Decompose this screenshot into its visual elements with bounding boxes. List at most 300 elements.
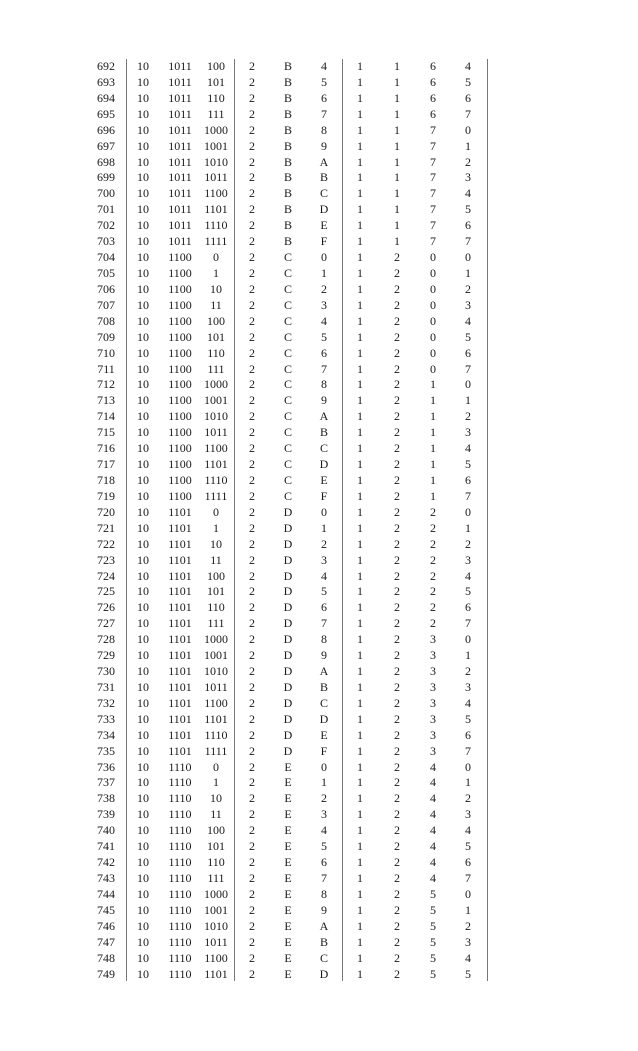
table-cell-oct-low: 2: [465, 281, 471, 296]
table-cell-col-i: 2: [394, 361, 400, 376]
table-cell-hex-high: D: [283, 520, 293, 535]
table-cell-col-i: 1: [394, 154, 400, 169]
table-cell-bin-low: 11: [210, 552, 222, 567]
table-row: [88, 330, 488, 346]
table-cell-hex-low: A: [319, 664, 329, 679]
table-cell-bin-low: 100: [207, 59, 225, 73]
table-cell-col-e: 2: [249, 743, 255, 758]
table-cell-dec-a: 747: [97, 934, 115, 949]
table-cell-col-e: 2: [249, 886, 255, 901]
column-divider: [487, 59, 488, 981]
table-row: [88, 170, 488, 186]
table-cell-col-b: 10: [137, 504, 149, 519]
table-cell-col-e: 2: [249, 425, 255, 440]
table-cell-oct-mid: 7: [430, 170, 436, 185]
table-cell-bin-low: 101: [207, 74, 225, 89]
table-cell-dec-a: 709: [97, 329, 115, 344]
table-cell-dec-a: 726: [97, 600, 115, 615]
table-cell-bin-high: 1100: [168, 329, 192, 344]
table-cell-oct-low: 6: [465, 472, 471, 487]
table-cell-col-b: 10: [137, 791, 149, 806]
table-cell-col-b: 10: [137, 743, 149, 758]
table-cell-dec-a: 698: [97, 154, 115, 169]
table-cell-col-e: 2: [249, 345, 255, 360]
table-cell-oct-mid: 7: [430, 186, 436, 201]
table-cell-col-e: 2: [249, 59, 255, 73]
table-cell-bin-low: 1: [213, 775, 219, 790]
table-cell-hex-low: 4: [321, 59, 327, 73]
table-cell-bin-low: 1111: [204, 488, 228, 503]
table-cell-col-e: 2: [249, 871, 255, 886]
table-cell-bin-high: 1101: [168, 743, 192, 758]
table-cell-bin-high: 1011: [168, 218, 192, 233]
table-cell-hex-high: C: [283, 281, 293, 296]
table-cell-bin-high: 1110: [168, 759, 192, 774]
table-cell-col-h: 1: [357, 966, 363, 981]
table-cell-hex-high: B: [283, 218, 293, 233]
table-cell-col-h: 1: [357, 409, 363, 424]
table-cell-col-h: 1: [357, 743, 363, 758]
table-cell-col-h: 1: [357, 170, 363, 185]
table-cell-col-h: 1: [357, 313, 363, 328]
table-cell-oct-low: 4: [465, 950, 471, 965]
table-cell-col-e: 2: [249, 74, 255, 89]
table-cell-hex-low: 3: [321, 807, 327, 822]
table-cell-col-i: 2: [394, 934, 400, 949]
table-cell-col-h: 1: [357, 648, 363, 663]
table-cell-col-e: 2: [249, 584, 255, 599]
table-cell-col-b: 10: [137, 839, 149, 854]
table-cell-oct-mid: 1: [430, 425, 436, 440]
table-cell-col-i: 2: [394, 871, 400, 886]
table-cell-col-h: 1: [357, 950, 363, 965]
table-cell-oct-mid: 3: [430, 711, 436, 726]
table-cell-oct-mid: 4: [430, 807, 436, 822]
table-cell-hex-high: C: [283, 297, 293, 312]
table-cell-col-h: 1: [357, 377, 363, 392]
table-cell-oct-mid: 3: [430, 679, 436, 694]
table-row: [88, 553, 488, 569]
table-cell-col-b: 10: [137, 695, 149, 710]
table-cell-oct-low: 5: [465, 202, 471, 217]
table-cell-hex-high: C: [283, 488, 293, 503]
table-cell-col-i: 2: [394, 329, 400, 344]
table-cell-col-e: 2: [249, 250, 255, 265]
table-row: [88, 393, 488, 409]
table-cell-oct-mid: 4: [430, 855, 436, 870]
table-row: [88, 75, 488, 91]
table-cell-col-i: 1: [394, 74, 400, 89]
table-row: [88, 616, 488, 632]
table-cell-col-i: 2: [394, 345, 400, 360]
table-cell-hex-low: 2: [321, 536, 327, 551]
table-cell-col-i: 1: [394, 218, 400, 233]
table-cell-hex-low: 8: [321, 886, 327, 901]
table-cell-hex-low: 1: [321, 775, 327, 790]
table-cell-bin-low: 100: [207, 823, 225, 838]
table-cell-col-e: 2: [249, 106, 255, 121]
table-cell-hex-high: B: [283, 234, 293, 249]
table-cell-hex-low: 0: [321, 759, 327, 774]
table-cell-oct-low: 4: [465, 568, 471, 583]
table-cell-col-i: 2: [394, 281, 400, 296]
table-cell-hex-high: E: [284, 791, 292, 806]
table-cell-col-i: 2: [394, 457, 400, 472]
table-cell-bin-low: 1000: [204, 886, 228, 901]
table-cell-oct-mid: 3: [430, 743, 436, 758]
table-cell-col-b: 10: [137, 186, 149, 201]
table-cell-dec-a: 703: [97, 234, 115, 249]
table-cell-bin-low: 1010: [204, 154, 228, 169]
table-cell-col-h: 1: [357, 218, 363, 233]
table-cell-oct-mid: 5: [430, 950, 436, 965]
table-cell-col-e: 2: [249, 488, 255, 503]
table-cell-bin-low: 110: [207, 345, 225, 360]
table-cell-dec-a: 730: [97, 664, 115, 679]
table-cell-col-i: 2: [394, 966, 400, 981]
table-cell-hex-high: E: [284, 950, 292, 965]
table-cell-oct-mid: 0: [430, 281, 436, 296]
table-cell-col-i: 1: [394, 202, 400, 217]
table-row: [88, 775, 488, 791]
table-cell-hex-high: C: [283, 345, 293, 360]
table-cell-hex-high: D: [283, 679, 293, 694]
table-cell-bin-low: 111: [207, 616, 225, 631]
table-cell-oct-mid: 7: [430, 218, 436, 233]
table-row: [88, 314, 488, 330]
table-cell-oct-low: 0: [465, 886, 471, 901]
table-cell-col-i: 2: [394, 472, 400, 487]
table-cell-bin-high: 1100: [168, 409, 192, 424]
table-cell-oct-low: 6: [465, 90, 471, 105]
table-cell-bin-low: 1001: [204, 902, 228, 917]
table-cell-oct-mid: 4: [430, 871, 436, 886]
table-row: [88, 871, 488, 887]
table-cell-hex-low: 1: [321, 520, 327, 535]
table-cell-bin-low: 1010: [204, 664, 228, 679]
table-cell-oct-mid: 2: [430, 536, 436, 551]
table-cell-col-b: 10: [137, 648, 149, 663]
number-conversion-table: [88, 59, 488, 982]
table-cell-dec-a: 701: [97, 202, 115, 217]
table-cell-bin-high: 1100: [168, 297, 192, 312]
table-cell-bin-high: 1100: [168, 265, 192, 280]
table-cell-col-i: 2: [394, 886, 400, 901]
table-cell-bin-low: 1000: [204, 632, 228, 647]
table-cell-col-b: 10: [137, 122, 149, 137]
table-cell-col-h: 1: [357, 632, 363, 647]
table-cell-col-e: 2: [249, 664, 255, 679]
table-cell-dec-a: 694: [97, 90, 115, 105]
table-row: [88, 648, 488, 664]
table-cell-col-i: 2: [394, 648, 400, 663]
table-cell-oct-low: 1: [465, 520, 471, 535]
table-cell-bin-low: 1101: [204, 966, 228, 981]
table-cell-col-e: 2: [249, 393, 255, 408]
table-cell-oct-mid: 1: [430, 409, 436, 424]
table-cell-col-h: 1: [357, 584, 363, 599]
table-cell-col-e: 2: [249, 552, 255, 567]
table-cell-oct-low: 3: [465, 170, 471, 185]
table-cell-col-i: 2: [394, 520, 400, 535]
table-cell-col-i: 2: [394, 393, 400, 408]
table-cell-dec-a: 715: [97, 425, 115, 440]
table-cell-col-h: 1: [357, 361, 363, 376]
table-row: [88, 855, 488, 871]
table-cell-col-i: 2: [394, 552, 400, 567]
table-cell-oct-low: 4: [465, 313, 471, 328]
table-cell-col-b: 10: [137, 679, 149, 694]
table-cell-col-i: 1: [394, 138, 400, 153]
table-cell-bin-low: 1101: [204, 202, 228, 217]
table-cell-col-e: 2: [249, 520, 255, 535]
table-cell-col-i: 2: [394, 584, 400, 599]
table-cell-col-h: 1: [357, 520, 363, 535]
table-cell-col-e: 2: [249, 934, 255, 949]
table-cell-oct-low: 1: [465, 265, 471, 280]
table-row: [88, 537, 488, 553]
table-cell-hex-low: C: [319, 950, 329, 965]
table-cell-col-h: 1: [357, 472, 363, 487]
table-cell-col-e: 2: [249, 138, 255, 153]
table-cell-col-e: 2: [249, 839, 255, 854]
table-cell-hex-high: E: [284, 934, 292, 949]
table-cell-col-b: 10: [137, 170, 149, 185]
table-cell-col-b: 10: [137, 425, 149, 440]
table-cell-col-h: 1: [357, 727, 363, 742]
table-cell-col-e: 2: [249, 918, 255, 933]
table-cell-hex-high: E: [284, 823, 292, 838]
table-cell-col-e: 2: [249, 902, 255, 917]
table-cell-bin-low: 101: [207, 839, 225, 854]
table-cell-hex-low: D: [319, 202, 329, 217]
table-cell-bin-high: 1011: [168, 74, 192, 89]
table-cell-dec-a: 708: [97, 313, 115, 328]
table-cell-dec-a: 710: [97, 345, 115, 360]
table-cell-col-e: 2: [249, 218, 255, 233]
table-row: [88, 919, 488, 935]
table-cell-bin-high: 1110: [168, 902, 192, 917]
table-cell-bin-low: 1001: [204, 393, 228, 408]
table-cell-bin-high: 1011: [168, 122, 192, 137]
table-cell-hex-high: C: [283, 409, 293, 424]
table-cell-bin-high: 1110: [168, 855, 192, 870]
table-cell-col-e: 2: [249, 170, 255, 185]
table-cell-col-b: 10: [137, 950, 149, 965]
table-cell-col-e: 2: [249, 377, 255, 392]
table-cell-col-e: 2: [249, 329, 255, 344]
table-cell-col-h: 1: [357, 871, 363, 886]
table-cell-col-e: 2: [249, 202, 255, 217]
table-cell-bin-low: 1011: [204, 934, 228, 949]
table-cell-col-b: 10: [137, 138, 149, 153]
table-cell-hex-low: 0: [321, 250, 327, 265]
table-cell-hex-high: C: [283, 425, 293, 440]
table-row: [88, 712, 488, 728]
table-cell-col-i: 2: [394, 616, 400, 631]
table-cell-oct-low: 5: [465, 711, 471, 726]
table-cell-bin-high: 1110: [168, 934, 192, 949]
table-cell-hex-high: C: [283, 361, 293, 376]
table-cell-oct-low: 3: [465, 297, 471, 312]
table-cell-bin-high: 1110: [168, 807, 192, 822]
table-cell-bin-low: 0: [213, 759, 219, 774]
table-cell-dec-a: 700: [97, 186, 115, 201]
table-cell-oct-low: 5: [465, 966, 471, 981]
table-cell-dec-a: 718: [97, 472, 115, 487]
table-cell-hex-low: 7: [321, 361, 327, 376]
table-row: [88, 473, 488, 489]
table-cell-col-e: 2: [249, 966, 255, 981]
table-cell-col-e: 2: [249, 791, 255, 806]
table-cell-dec-a: 725: [97, 584, 115, 599]
table-cell-bin-high: 1100: [168, 377, 192, 392]
table-cell-col-i: 2: [394, 297, 400, 312]
table-cell-col-b: 10: [137, 457, 149, 472]
table-cell-bin-low: 111: [207, 106, 225, 121]
table-cell-hex-low: 9: [321, 648, 327, 663]
table-cell-col-h: 1: [357, 297, 363, 312]
table-cell-col-e: 2: [249, 234, 255, 249]
table-cell-dec-a: 740: [97, 823, 115, 838]
table-cell-bin-low: 11: [210, 297, 222, 312]
table-cell-oct-mid: 7: [430, 234, 436, 249]
table-cell-dec-a: 729: [97, 648, 115, 663]
table-cell-oct-low: 7: [465, 743, 471, 758]
table-cell-hex-high: D: [283, 632, 293, 647]
table-cell-col-e: 2: [249, 695, 255, 710]
table-row: [88, 521, 488, 537]
table-cell-col-i: 2: [394, 711, 400, 726]
table-cell-oct-low: 6: [465, 345, 471, 360]
table-cell-col-b: 10: [137, 393, 149, 408]
table-cell-col-i: 2: [394, 250, 400, 265]
table-row: [88, 600, 488, 616]
table-cell-col-b: 10: [137, 632, 149, 647]
table-cell-bin-high: 1101: [168, 520, 192, 535]
table-cell-col-i: 2: [394, 488, 400, 503]
table-cell-col-i: 2: [394, 743, 400, 758]
table-cell-col-b: 10: [137, 106, 149, 121]
table-cell-oct-low: 5: [465, 457, 471, 472]
table-cell-dec-a: 706: [97, 281, 115, 296]
table-cell-hex-high: C: [283, 441, 293, 456]
table-cell-oct-low: 6: [465, 218, 471, 233]
table-cell-oct-low: 2: [465, 791, 471, 806]
table-cell-oct-mid: 2: [430, 568, 436, 583]
table-cell-bin-high: 1100: [168, 361, 192, 376]
table-cell-bin-low: 100: [207, 313, 225, 328]
table-row: [88, 59, 488, 75]
table-row: [88, 123, 488, 139]
table-cell-bin-low: 1001: [204, 648, 228, 663]
table-cell-col-h: 1: [357, 568, 363, 583]
table-cell-oct-low: 5: [465, 74, 471, 89]
table-cell-bin-low: 11: [210, 807, 222, 822]
table-cell-hex-low: 7: [321, 106, 327, 121]
table-cell-col-b: 10: [137, 584, 149, 599]
table-cell-bin-low: 1100: [204, 441, 228, 456]
table-cell-dec-a: 712: [97, 377, 115, 392]
table-cell-hex-high: B: [283, 74, 293, 89]
table-cell-col-h: 1: [357, 839, 363, 854]
table-cell-oct-low: 7: [465, 361, 471, 376]
table-cell-bin-high: 1100: [168, 281, 192, 296]
table-cell-hex-low: A: [319, 409, 329, 424]
table-row: [88, 282, 488, 298]
table-cell-hex-low: 4: [321, 568, 327, 583]
table-cell-col-e: 2: [249, 265, 255, 280]
table-cell-hex-high: B: [283, 170, 293, 185]
table-cell-col-i: 2: [394, 441, 400, 456]
table-cell-col-e: 2: [249, 679, 255, 694]
table-cell-col-b: 10: [137, 377, 149, 392]
table-cell-bin-low: 1011: [204, 679, 228, 694]
table-cell-col-e: 2: [249, 186, 255, 201]
table-cell-col-h: 1: [357, 59, 363, 73]
table-cell-dec-a: 705: [97, 265, 115, 280]
table-cell-bin-high: 1100: [168, 250, 192, 265]
table-cell-bin-low: 1111: [204, 234, 228, 249]
table-cell-bin-low: 1110: [204, 218, 228, 233]
table-cell-hex-high: D: [283, 711, 293, 726]
table-cell-col-e: 2: [249, 807, 255, 822]
table-cell-oct-low: 3: [465, 807, 471, 822]
table-cell-col-e: 2: [249, 950, 255, 965]
table-cell-bin-high: 1110: [168, 839, 192, 854]
table-cell-oct-mid: 0: [430, 297, 436, 312]
table-cell-bin-high: 1011: [168, 106, 192, 121]
table-cell-col-i: 1: [394, 186, 400, 201]
table-cell-bin-high: 1100: [168, 488, 192, 503]
table-row: [88, 377, 488, 393]
table-cell-dec-a: 734: [97, 727, 115, 742]
table-cell-hex-high: E: [284, 918, 292, 933]
table-cell-col-h: 1: [357, 902, 363, 917]
table-cell-hex-low: D: [319, 457, 329, 472]
table-cell-oct-mid: 7: [430, 122, 436, 137]
table-cell-hex-low: C: [319, 186, 329, 201]
table-cell-dec-a: 692: [97, 59, 115, 73]
table-cell-bin-low: 101: [207, 329, 225, 344]
table-cell-oct-mid: 5: [430, 934, 436, 949]
table-cell-col-e: 2: [249, 90, 255, 105]
table-cell-col-b: 10: [137, 409, 149, 424]
table-cell-oct-mid: 1: [430, 377, 436, 392]
table-cell-col-b: 10: [137, 536, 149, 551]
table-cell-bin-low: 0: [213, 504, 219, 519]
table-cell-col-i: 2: [394, 632, 400, 647]
table-cell-oct-mid: 0: [430, 265, 436, 280]
table-cell-oct-low: 3: [465, 552, 471, 567]
table-cell-col-i: 2: [394, 695, 400, 710]
table-cell-oct-mid: 1: [430, 393, 436, 408]
table-cell-oct-low: 0: [465, 759, 471, 774]
table-cell-col-h: 1: [357, 329, 363, 344]
table-row: [88, 664, 488, 680]
table-row: [88, 218, 488, 234]
table-cell-oct-mid: 3: [430, 664, 436, 679]
table-cell-bin-high: 1011: [168, 186, 192, 201]
table-cell-hex-high: C: [283, 265, 293, 280]
table-row: [88, 887, 488, 903]
table-cell-hex-high: B: [283, 138, 293, 153]
table-cell-hex-low: C: [319, 441, 329, 456]
table-cell-dec-a: 739: [97, 807, 115, 822]
table-cell-bin-high: 1101: [168, 552, 192, 567]
table-cell-oct-mid: 3: [430, 727, 436, 742]
table-cell-col-i: 2: [394, 679, 400, 694]
